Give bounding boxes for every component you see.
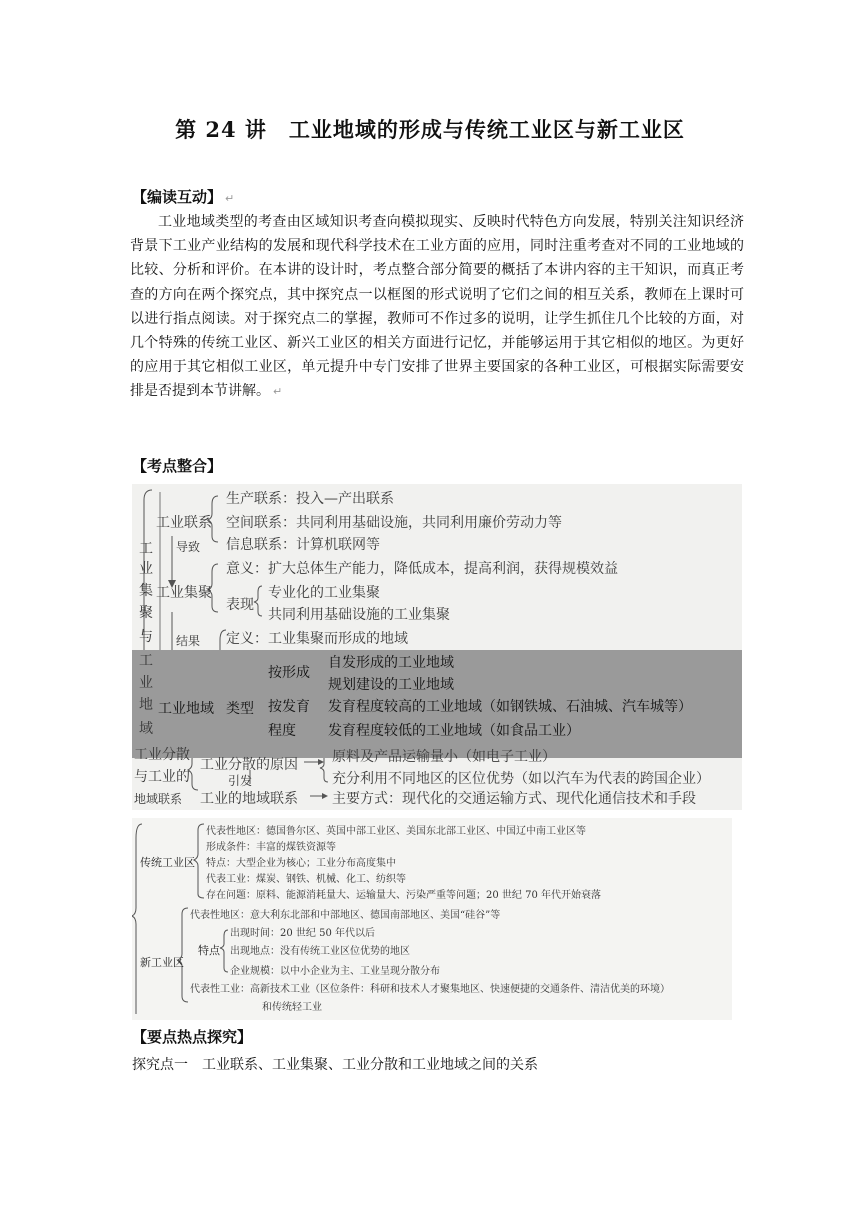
lianxi-item-1: 生产联系：投入—产出联系 bbox=[226, 491, 394, 507]
node-jiju: 工业集聚 bbox=[156, 585, 212, 601]
diyu-leixing: 类型 bbox=[226, 701, 254, 717]
explore-point-heading bbox=[132, 1054, 552, 1074]
traditional-item-4: 代表工业：煤炭、钢铁、机械、化工、纺织等 bbox=[206, 874, 406, 885]
diyu-definition: 定义：工业集聚而形成的地域 bbox=[226, 631, 408, 647]
new-region-label: 新工业区 bbox=[140, 956, 184, 969]
fensan-link: 工业的地域联系 bbox=[200, 791, 298, 807]
explore-text: 工业联系、工业集聚、工业分散和工业地域之间的关系 bbox=[202, 1057, 538, 1073]
diyu-by-formation: 按形成 bbox=[268, 665, 310, 681]
vertical-char: 业 bbox=[139, 561, 153, 577]
section-heading-intro: 【编读互动】 ↵ bbox=[132, 188, 235, 206]
fensan-label-1: 工业分散 bbox=[134, 747, 190, 763]
new-item-5: 代表性工业：高新技术工业（区位条件：科研和技术人才聚集地区、快速便捷的交通条件、清洁优美的环境） bbox=[190, 984, 670, 995]
new-feature-label: 特点 bbox=[198, 944, 220, 957]
new-item-4: 企业规模：以中小企业为主、工业呈现分散分布 bbox=[230, 966, 440, 977]
section-heading-yaodian: 【要点热点探究】 bbox=[132, 1028, 253, 1046]
jiju-meaning: 意义：扩大总体生产能力，降低成本，提高利润，获得规模效益 bbox=[226, 561, 618, 577]
new-item-2: 出现时间：20 世纪 50 年代以后 bbox=[230, 928, 375, 939]
arrow-label-jieguo: 结果 bbox=[176, 634, 201, 648]
diyu-formation-1: 自发形成的工业地域 bbox=[328, 655, 454, 671]
diyu-formation-2: 规划建设的工业地域 bbox=[328, 677, 454, 693]
traditional-item-1: 代表性地区：德国鲁尔区、英国中部工业区、美国东北部工业区、中国辽中南工业区等 bbox=[206, 826, 586, 837]
new-item-1: 代表性地区：意大利东北部和中部地区、德国南部地区、美国“硅谷”等 bbox=[190, 910, 501, 921]
arrow-label-daozhi: 导致 bbox=[176, 540, 201, 554]
vertical-char: 域 bbox=[139, 721, 153, 737]
vertical-char: 工 bbox=[139, 653, 153, 669]
fensan-reason-1: 原料及产品运输量小（如电子工业） bbox=[332, 749, 556, 765]
fensan-way: 主要方式：现代化的交通运输方式、现代化通信技术和手段 bbox=[332, 791, 696, 807]
new-item-3: 出现地点：没有传统工业区位优势的地区 bbox=[230, 946, 410, 957]
traditional-item-5: 存在问题：原料、能源消耗量大、运输量大、污染严重等问题；20 世纪 70 年代开始衰落 bbox=[206, 890, 601, 901]
lianxi-item-3: 信息联系：计算机联网等 bbox=[226, 537, 380, 553]
explore-label: 探究点一 bbox=[132, 1057, 188, 1073]
lianxi-item-2: 空间联系：共同利用基础设施，共同利用廉价劳动力等 bbox=[226, 515, 562, 531]
node-lianxi: 工业联系 bbox=[156, 515, 212, 531]
section-heading-kaodian: 【考点整合】 bbox=[132, 457, 223, 475]
diyu-development-1: 发育程度较高的工业地域（如钢铁城、石油城、汽车城等） bbox=[328, 699, 692, 715]
diyu-degree: 程度 bbox=[268, 723, 296, 739]
return-mark: ↵ bbox=[273, 385, 283, 399]
diagram-text-layer bbox=[132, 484, 742, 810]
new-item-6: 和传统轻工业 bbox=[262, 1002, 322, 1013]
jiju-biaoxian: 表现 bbox=[226, 597, 254, 613]
diyu-by-development: 按发育 bbox=[268, 699, 310, 715]
return-mark: ↵ bbox=[225, 192, 235, 205]
jiju-biaoxian-2: 共同利用基础设施的工业集聚 bbox=[268, 607, 450, 623]
comparison-diagram-traditional-vs-new bbox=[132, 818, 732, 1020]
vertical-char: 集 bbox=[139, 583, 153, 599]
traditional-region-label: 传统工业区 bbox=[140, 856, 195, 869]
intro-paragraph: 工业地域类型的考查由区域知识考查向模拟现实、反映时代特色方向发展，特别关注知识经济背景下工业产业结构的发展和现代科学技术在工业方面的应用，同时注重考查对不同的工业地域的比较、分析和评价。在本讲的设计时，考点整合部分简要的概括了本讲内容的主干知识，而真正考查的方向在两个探究点，其中探究点一以框图的形式说明了它们之间的相互关系，教师在上课时可以进行指点阅读。对于探究点二的掌握，教师可不作过多的说明，让学生抓住几个比较的方面，对几个特殊的传统工业区、新兴工业区的相关方面进行记忆，并能够运用于其它相似的地区。为更好的应用于其它相似工业区，单元提升中专门安排了世界主要国家的各种工业区，可根据实际需要安排是否提到本节讲解。 ↵ bbox=[130, 214, 744, 400]
arrow-label-yinfa: 引发 bbox=[228, 774, 253, 788]
fensan-label-2: 与工业的 bbox=[134, 769, 190, 785]
fensan-reason: 工业分散的原因 bbox=[200, 757, 298, 773]
fensan-reason-2: 充分利用不同地区的区位优势（如以汽车为代表的跨国企业） bbox=[332, 771, 710, 787]
jiju-biaoxian-1: 专业化的工业集聚 bbox=[268, 585, 380, 601]
vertical-char: 与 bbox=[139, 629, 153, 645]
vertical-char: 工 bbox=[139, 541, 153, 557]
page-title: 第 24 讲 工业地域的形成与传统工业区与新工业区 bbox=[175, 117, 685, 142]
vertical-char: 聚 bbox=[139, 605, 153, 621]
vertical-char: 业 bbox=[139, 675, 153, 691]
traditional-item-3: 特点：大型企业为核心；工业分布高度集中 bbox=[206, 858, 396, 869]
node-diyu: 工业地域 bbox=[158, 701, 214, 717]
fensan-label-3: 地域联系 bbox=[134, 792, 183, 806]
vertical-char: 地 bbox=[139, 697, 153, 713]
traditional-item-2: 形成条件：丰富的煤铁资源等 bbox=[206, 842, 336, 853]
diyu-development-2: 发育程度较低的工业地域（如食品工业） bbox=[328, 723, 580, 739]
